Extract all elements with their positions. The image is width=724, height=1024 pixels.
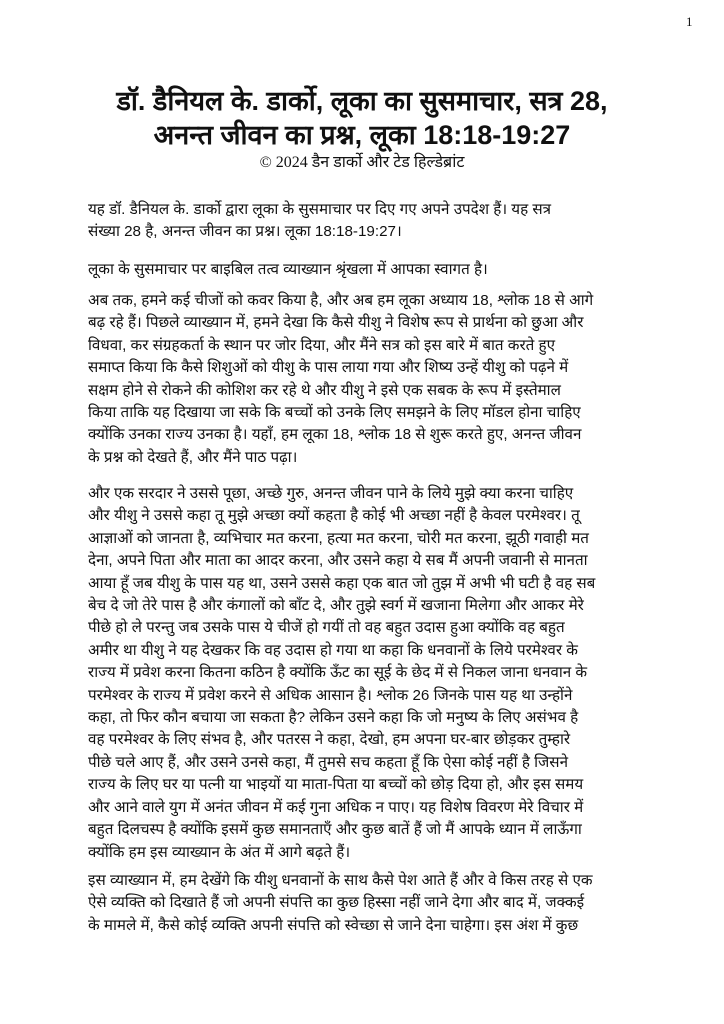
text-line: बेच दे जो तेरे पास है और कंगालों को बाँट दे, और तुझे स्वर्ग में खजाना मिलेगा और आकर मेरे bbox=[88, 597, 584, 615]
text-line: संख्या 28 है, अनन्त जीवन का प्रश्न। लूका 18:18-19:27। bbox=[88, 223, 402, 241]
text-line: किया ताकि यह दिखाया जा सके कि बच्चों को उनके लिए समझने के लिए मॉडल होना चाहिए bbox=[88, 404, 581, 422]
text-line: विधवा, कर संग्रहकर्ता के स्थान पर जोर दिया, और मैंने सत्र को इस बारे में बात करते हुए bbox=[88, 336, 556, 354]
text-line: और एक सरदार ने उससे पूछा, अच्छे गुरु, अनन्त जीवन पाने के लिये मुझे क्या करना चाहिए bbox=[88, 485, 574, 502]
paragraph-lecture-overview bbox=[88, 870, 648, 937]
text-line: कहा, तो फिर कौन बचाया जा सकता है? लेकिन उसने कहा कि जो मनुष्य के लिए असंभव है bbox=[88, 709, 579, 727]
text-line: के प्रश्न को देखते हैं, और मैंने पाठ पढ़ा। bbox=[88, 448, 298, 466]
text-line: और यीशु ने उससे कहा तू मुझे अच्छा क्यों कहता है कोई भी अच्छा नहीं है केवल परमेश्वर। तू bbox=[88, 507, 580, 525]
text-line: समाप्त किया कि कैसे शिशुओं को यीशु के पास लाया गया और शिष्य उन्हें यीशु को पढ़ने में bbox=[88, 359, 569, 377]
page-number: 1 bbox=[686, 14, 693, 29]
paragraph-scripture-reading bbox=[88, 483, 648, 864]
text-line: अमीर था यीशु ने यह देखकर कि वह उदास हो गया था कहा कि धनवानों के लिये परमेश्वर के bbox=[88, 641, 578, 659]
text-line: पीछे चले आए हैं, और उसने उनसे कहा, मैं तुमसे सच कहता हूँ कि ऐसा कोई नहीं है जिसने bbox=[88, 753, 568, 771]
text-line: क्योंकि उनका राज्य उनका है। यहाँ, हम लूका 18, श्लोक 18 से शुरू करते हुए, अनन्त जीवन bbox=[88, 426, 582, 444]
text-line: सक्षम होने से रोकने की कोशिश कर रहे थे और यीशु ने इसे एक सबक के रूप में इस्तेमाल bbox=[88, 381, 561, 399]
title-line: अनन्त जीवन का प्रश्न, लूका 18:18-19:27 bbox=[153, 120, 571, 150]
title-line: डॉ. डैनियल के. डार्को, लूका का सुसमाचार, सत्र 28, bbox=[116, 86, 608, 116]
text-line: परमेश्वर के राज्य में प्रवेश करने से अधिक आसान है। श्लोक 26 जिनके पास यह था उन्होंने bbox=[88, 686, 573, 704]
copyright-line: © 2024 डैन डार्को और टेड हिल्डेब्रांट bbox=[259, 154, 465, 171]
text-line: देना, अपने पिता और माता का आदर करना, और उसने कहा ये सब मैं अपनी जवानी से मानता bbox=[88, 552, 588, 570]
paragraph-recap bbox=[88, 290, 648, 469]
text-line: क्योंकि हम इस व्याख्यान के अंत में आगे बढ़ते हैं। bbox=[88, 843, 351, 861]
text-line: और आने वाले युग में अनंत जीवन में कई गुना अधिक न पाए। यह विशेष विवरण मेरे विचार में bbox=[88, 798, 584, 816]
text-line: अब तक, हमने कई चीजों को कवर किया है, और अब हम लूका अध्याय 18, श्लोक 18 से आगे bbox=[88, 292, 594, 309]
text-line: यह डॉ. डैनियल के. डार्को द्वारा लूका के सुसमाचार पर दिए गए अपने उपदेश हैं। यह सत्र bbox=[88, 201, 552, 218]
text-line: आया हूँ जब यीशु के पास यह था, उसने उससे कहा एक बात जो तुझ में अभी भी घटी है वह सब bbox=[88, 574, 596, 592]
text-line: बढ़ रहे हैं। पिछले व्याख्यान में, हमने देखा कि कैसे यीशु ने विशेष रूप से प्रार्थना को छुआ और bbox=[88, 314, 584, 332]
text-line: ऐसे व्यक्ति को दिखाते हैं जो अपनी संपत्ति का कुछ हिस्सा नहीं जाने देगा और बाद में, जक्कई bbox=[88, 894, 585, 912]
text-line: वह परमेश्वर के लिए संभव है, और पतरस ने कहा, देखो, हम अपना घर-बार छोड़कर तुम्हारे bbox=[88, 731, 571, 749]
paragraph-intro bbox=[88, 199, 648, 244]
paragraph-welcome bbox=[88, 259, 648, 281]
text-line: बहुत दिलचस्प है क्योंकि इसमें कुछ समानताएँ और कुछ बातें हैं जो मैं आपके ध्यान में लाऊँगा bbox=[88, 821, 582, 839]
text-line: इस व्याख्यान में, हम देखेंगे कि यीशु धनवानों के साथ कैसे पेश आते हैं और वे किस तरह से एक bbox=[88, 872, 593, 889]
text-line: राज्य में प्रवेश करना कितना कठिन है क्योंकि ऊँट का सूई के छेद में से निकल जाना धनवान के bbox=[88, 664, 588, 682]
document-title bbox=[0, 84, 724, 152]
text-line: राज्य के लिए घर या पत्नी या भाइयों या माता-पिता या बच्चों को छोड़ दिया हो, और इस समय bbox=[88, 776, 584, 794]
text-line: पीछे हो ले परन्तु जब उसके पास ये चीजें हो गयीं तो वह बहुत उदास हुआ क्योंकि वह बहुत bbox=[88, 619, 565, 637]
text-line: लूका के सुसमाचार पर बाइबिल तत्व व्याख्यान श्रृंखला में आपका स्वागत है। bbox=[88, 261, 488, 278]
text-line: के मामले में, कैसे कोई व्यक्ति अपनी संपत्ति को स्वेच्छा से जाने देना चाहेगा। इस अंश में कुछ bbox=[88, 916, 579, 934]
text-line: आज्ञाओं को जानता है, व्यभिचार मत करना, हत्या मत करना, चोरी मत करना, झूठी गवाही मत bbox=[88, 529, 589, 547]
